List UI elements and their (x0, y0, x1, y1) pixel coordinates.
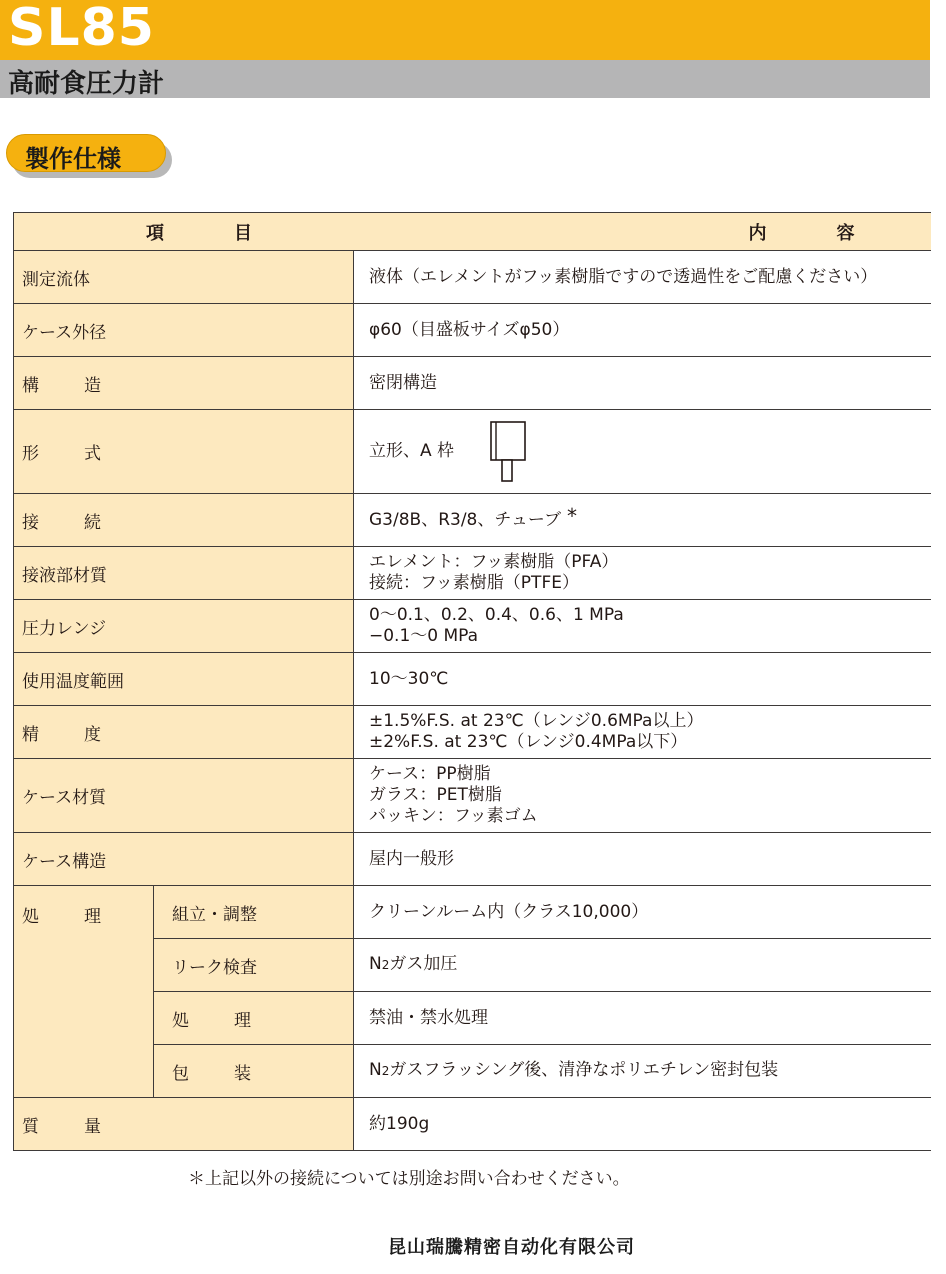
product-name: 高耐食圧力計 (8, 69, 165, 99)
table-row (14, 886, 931, 939)
section-pill (6, 134, 166, 172)
processing-value: クリーンルーム内（クラス10,000） (354, 886, 931, 939)
footnote: ＊上記以外の接続については別途お問い合わせください。 (188, 1169, 630, 1189)
row-value: 液体（エレメントがフッ素樹脂ですので透過性をご配慮ください） (354, 251, 931, 304)
processing-value: 禁油・禁水処理 (354, 992, 931, 1045)
row-value (354, 410, 931, 494)
table-row (14, 1098, 931, 1151)
row-label: 圧力レンジ (14, 600, 354, 653)
row-value: 約190g (354, 1098, 931, 1151)
connection-note-mark: * (567, 503, 578, 528)
processing-value: N2ガス加圧 (354, 939, 931, 992)
row-value: 0〜0.1、0.2、0.4、0.6、1 MPa −0.1〜0 MPa (354, 600, 931, 653)
company-name: 昆山瑞騰精密自动化有限公司 (388, 1237, 635, 1258)
row-label: 使用温度範囲 (14, 653, 354, 706)
row-label: 接 続 (14, 494, 354, 547)
row-value: 屋内一般形 (354, 833, 931, 886)
row-value: 密閉構造 (354, 357, 931, 410)
table-row (14, 600, 931, 653)
table-row (14, 759, 931, 833)
table-row (14, 410, 931, 494)
row-value: G3/8B、R3/8、チューブ * (354, 494, 931, 547)
header-content: 内 容 (354, 213, 931, 251)
table-row (14, 494, 931, 547)
table-row (14, 653, 931, 706)
model-title: SL85 (8, 0, 155, 58)
processing-sub-label: 組立・調整 (154, 886, 354, 939)
header-item: 項 目 (14, 213, 354, 251)
processing-value: N2ガスフラッシング後、清浄なポリエチレン密封包装 (354, 1045, 931, 1098)
row-value: ケース：PP樹脂 ガラス：PET樹脂 パッキン：フッ素ゴム (354, 759, 931, 833)
table-row (14, 547, 931, 600)
row-value: ±1.5%F.S. at 23℃（レンジ0.6MPa以上） ±2%F.S. at 23℃（レンジ0.4MPa以下） (354, 706, 931, 759)
row-label: ケース外径 (14, 304, 354, 357)
table-row (14, 357, 931, 410)
form-text: 立形、A 枠 (369, 441, 455, 461)
row-label: ケース構造 (14, 833, 354, 886)
processing-sub-label: 包 装 (154, 1045, 354, 1098)
row-label: 構 造 (14, 357, 354, 410)
row-label: 質 量 (14, 1098, 354, 1151)
row-value: エレメント：フッ素樹脂（PFA） 接続：フッ素樹脂（PTFE） (354, 547, 931, 600)
processing-sub-label: 処 理 (154, 992, 354, 1045)
row-label: ケース材質 (14, 759, 354, 833)
spec-table (13, 212, 931, 1151)
vertical-a-frame-gauge-icon (486, 420, 530, 484)
processing-sub-label: リーク検査 (154, 939, 354, 992)
row-label: 精 度 (14, 706, 354, 759)
table-row (14, 251, 931, 304)
row-label: 形 式 (14, 410, 354, 494)
table-row (14, 833, 931, 886)
row-label: 測定流体 (14, 251, 354, 304)
section-title: 製作仕様 (25, 145, 121, 173)
row-value: 10〜30℃ (354, 653, 931, 706)
row-value: φ60（目盛板サイズφ50） (354, 304, 931, 357)
model-title-bar (0, 0, 930, 60)
table-row (14, 304, 931, 357)
table-row (14, 706, 931, 759)
table-header-row (14, 213, 931, 251)
processing-group-label: 処 理 (14, 886, 154, 1098)
row-label: 接液部材質 (14, 547, 354, 600)
product-name-bar (0, 60, 930, 98)
